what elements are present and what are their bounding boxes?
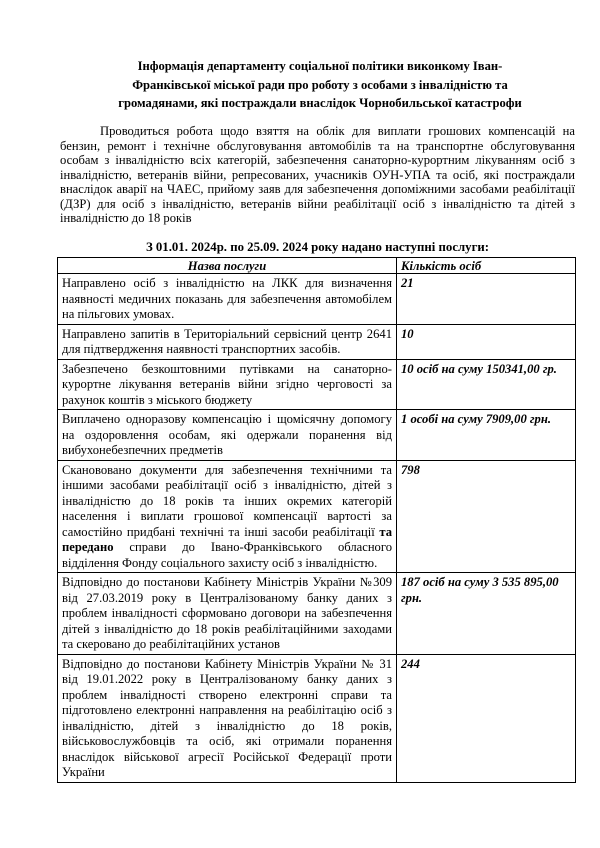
service-name-cell: Направлено запитів в Територіальний сервісний центр 2641 для підтвердження наявності транспортних засобів. [58,324,397,359]
service-name-cell: Відповідно до постанови Кабінету Міністрів України № 31 від 19.01.2022 року в Централізованому банку даних з проблем інвалідності створено електронні справи та підготовлено електронні направлення на реабілітацію осіб з інвалідністю, дітей з інвалідністю до 18 років, військовослужбовців та осіб, які отримали поранення внаслідок військової агресії Російської Федерації проти України [58,654,397,782]
table-row [58,573,576,655]
table-row [58,359,576,410]
service-name-text: Сканововано документи для забезпечення технічними та іншими засобами реабілітації осіб з інвалідністю, дітей з інвалідністю до 18 років та інших окремих категорій населення і виплати грошової компенсації вартості за самостійно придбані технічні та інші засоби реабілітації [62,462,392,539]
quantity-cell: 187 осіб на суму 3 535 895,00 грн. [397,573,576,655]
quantity-cell: 244 [397,654,576,782]
table-row [58,410,576,461]
title-line: Інформація департаменту соціальної політики виконкому Іван- [137,59,503,73]
intro-text: Проводиться робота щодо взяття на облік для виплати грошових компенсацій на бензин, ремонт і технічне обслуговування автомобілів та на транспортне обслуговування особам з інвалідністю всіх категорій, забезпечення санаторно-курортним лікуванням осіб з інвалідністю, ветеранів війни, репресованих, учасників ОУН-УПА та осіб, які постраждали внаслідок аварії на ЧАЕС, прийому заяв для забезпечення допоміжними засобами реабілітації (ДЗР) для осіб з інвалідністю, ветеранів війни реабілітації осіб з інвалідністю та дітей з інвалідністю до 18 років [60,124,575,225]
header-service-name: Назва послуги [58,258,397,274]
quantity-cell: 1 особі на суму 7909,00 грн. [397,410,576,461]
table-row [58,460,576,573]
service-name-cell [58,460,397,573]
quantity-cell: 798 [397,460,576,573]
intro-paragraph [60,124,575,226]
table-row [58,654,576,782]
service-name-cell: Забезпечено безкоштовними путівками на санаторно-курортне лікування ветеранів війни згідно черговості за рахунок коштів з міського бюджету [58,359,397,410]
title-line: Франківської міської ради про роботу з особами з інвалідністю та [132,77,508,92]
table-header-row [58,258,576,274]
quantity-cell: 10 [397,324,576,359]
service-name-bold-text: та передано [62,524,392,554]
service-name-text: справи до Івано-Франківського обласного відділення Фонду соціального захисту осіб з інвалідністю. [62,540,392,570]
quantity-cell: 10 осіб на суму 150341,00 гр. [397,359,576,410]
header-quantity: Кількість осіб [397,258,576,274]
quantity-cell: 21 [397,274,576,325]
service-name-cell: Відповідно до постанови Кабінету Міністрів України №309 від 27.03.2019 року в Централізованому банку даних з проблем інвалідності сформовано договори на забезпечення дітей з інвалідністю до 18 років реабілітаційними заходами та скеровано до реабілітаційних установ [58,573,397,655]
table-row [58,324,576,359]
table-row [58,274,576,325]
document-title [80,57,560,113]
service-name-cell: Направлено осіб з інвалідністю на ЛКК для визначення наявності медичних показань для забезпечення автомобілем на пільгових умовах. [58,274,397,325]
service-name-cell: Виплачено одноразову компенсацію і щомісячну допомогу на оздоровлення особам, які одержали поранення від вибухонебезпечних предметів [58,410,397,461]
title-line: громадянами, які постраждали внаслідок Чорнобильської катастрофи [118,96,522,110]
services-table [57,257,576,783]
period-heading: З 01.01. 2024р. по 25.09. 2024 року надано наступні послуги: [145,240,490,254]
